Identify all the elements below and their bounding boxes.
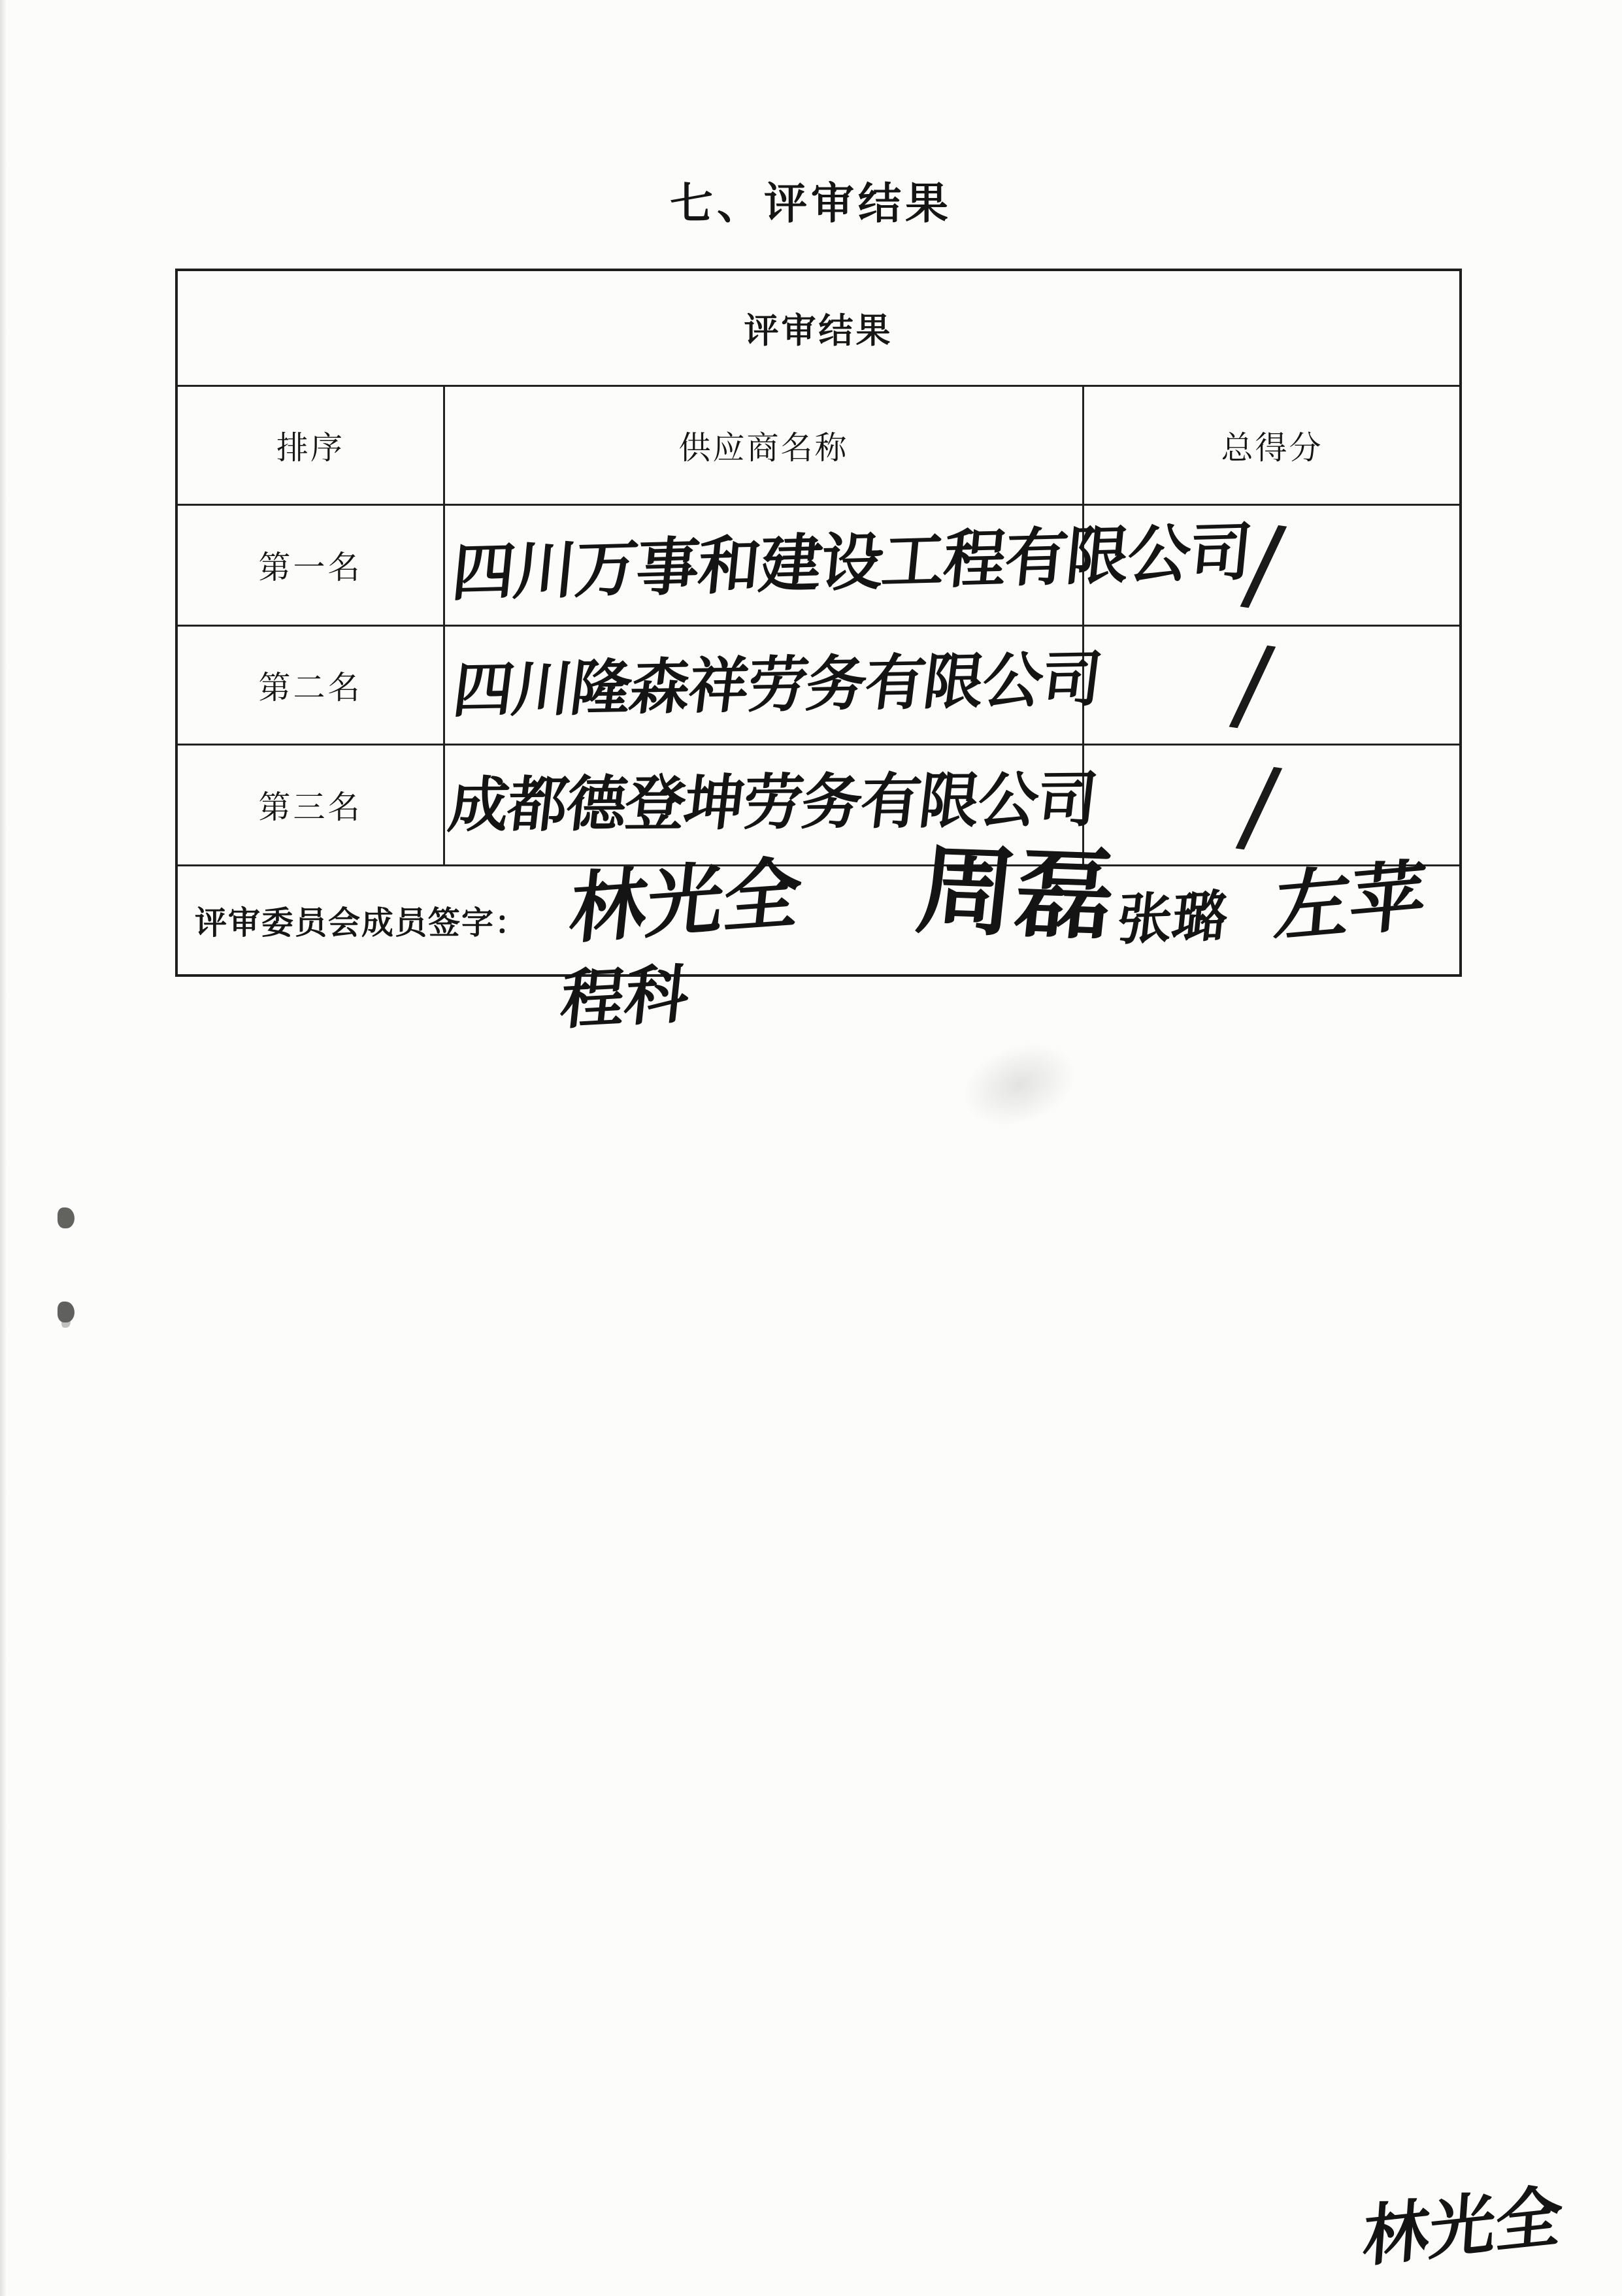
handwritten-supplier-2: 四川隆森祥劳务有限公司 [449, 644, 1105, 726]
handwritten-signature-4: 左苹 [1270, 851, 1430, 953]
handwritten-supplier-3: 成都德登坤劳务有限公司 [444, 764, 1101, 841]
rank-2-label: 第二名 [258, 669, 363, 706]
section-title: 七、评审结果 [670, 180, 952, 228]
rank-1-supplier-cell [443, 506, 1082, 625]
handwritten-signature-3: 张璐 [1114, 883, 1231, 953]
rank-1-label: 第一名 [258, 549, 363, 585]
table-title-row [178, 271, 1459, 385]
review-results-table [175, 269, 1462, 977]
rank-2-supplier-cell [443, 627, 1082, 744]
handwritten-score-slash-2: / [1227, 621, 1279, 747]
handwritten-signature-2: 周磊 [911, 834, 1120, 954]
column-header-supplier: 供应商名称 [443, 387, 1082, 504]
signature-row-label: 评审委员会成员签字： [195, 904, 529, 941]
handwritten-signature-below-table: 程科 [557, 957, 693, 1039]
rank-2-score-cell [1082, 621, 1460, 747]
handwritten-score-slash-1: / [1238, 500, 1290, 627]
signature-row [178, 864, 1459, 974]
rank-3-supplier-cell [443, 746, 1082, 864]
scan-smudge-artifact [951, 1028, 1088, 1141]
table-row [178, 621, 1459, 747]
column-header-score: 总得分 [1082, 387, 1460, 504]
handwritten-score-slash-3: / [1233, 742, 1285, 868]
handwritten-supplier-1: 四川万事和建设工程有限公司 [448, 515, 1255, 610]
rank-1-score-cell [1082, 500, 1460, 627]
handwritten-signature-1: 林光全 [565, 847, 806, 955]
table-row [178, 500, 1459, 627]
table-header-row [178, 385, 1459, 504]
table-title: 评审结果 [744, 312, 893, 350]
ink-blot-artifact [58, 1302, 74, 1322]
corner-signature: 林光全 [1360, 2177, 1565, 2277]
rank-3-label: 第三名 [258, 789, 363, 825]
rank-3-score-cell [1082, 742, 1460, 868]
column-header-rank: 排序 [276, 429, 344, 466]
ink-blot-artifact [58, 1207, 74, 1228]
table-row [178, 742, 1459, 868]
